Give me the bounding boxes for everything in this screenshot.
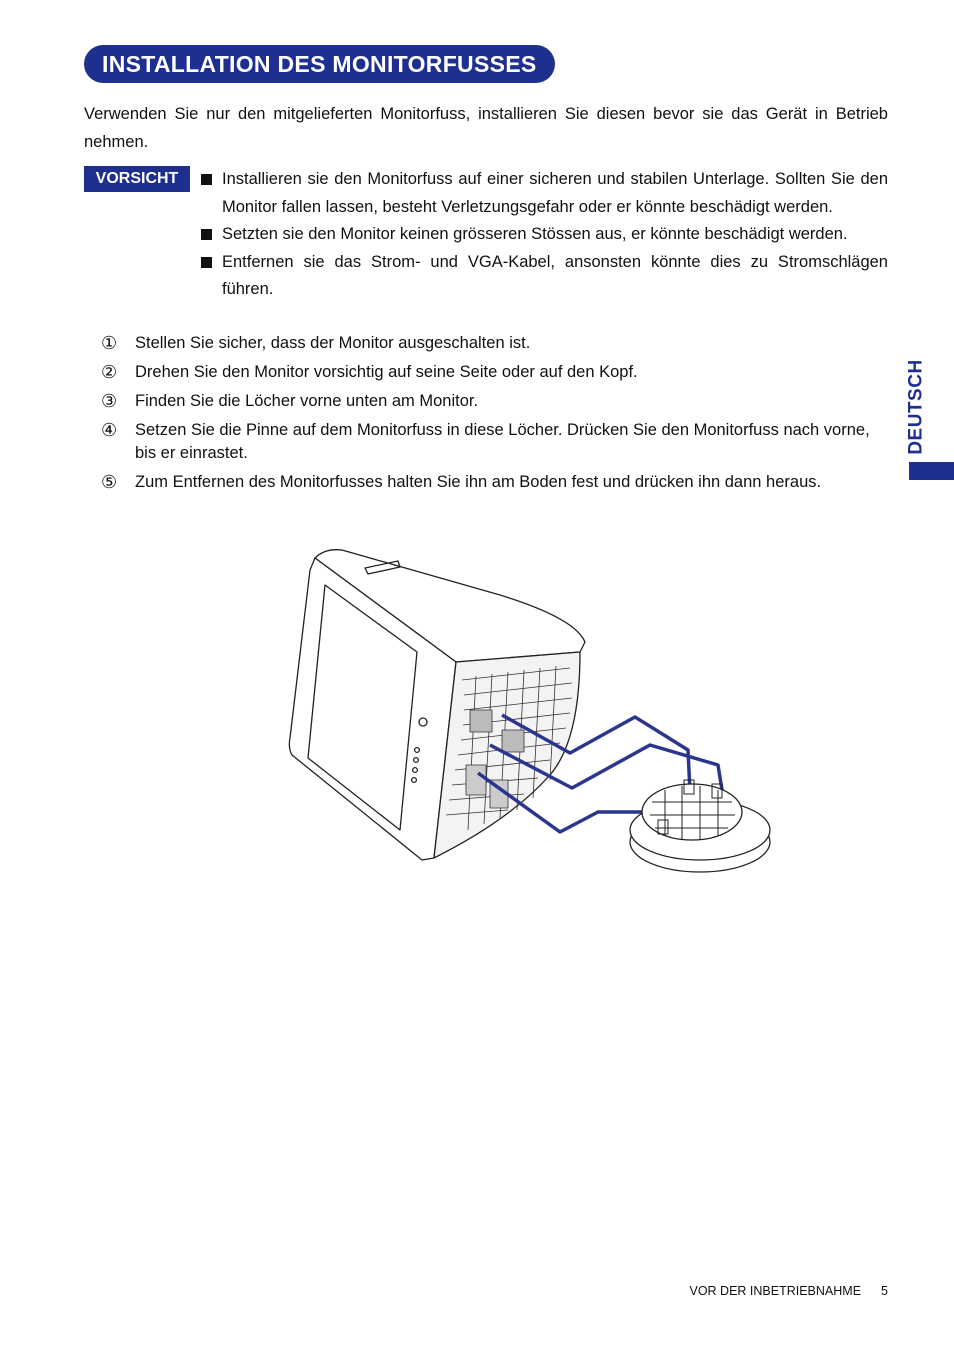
caution-list (200, 166, 888, 304)
step-item (100, 390, 888, 413)
step-text: Stellen Sie sicher, dass der Monitor ausgeschalten ist. (135, 334, 531, 352)
caution-text: Installieren sie den Monitorfuss auf einer sicheren und stabilen Unterlage. Sollten Sie den Monitor fallen lassen, besteht Verletzungsgefahr oder er könnte beschädigt werden. (222, 170, 888, 216)
step-text: Finden Sie die Löcher vorne unten am Monitor. (135, 392, 479, 410)
language-tab-label: DEUTSCH (906, 359, 927, 455)
caution-text: Entfernen sie das Strom- und VGA-Kabel, ansonsten könnte dies zu Stromschlägen führen. (222, 252, 888, 298)
step-text: Zum Entfernen des Monitorfusses halten Sie ihn am Boden fest und drücken ihn dann heraus. (135, 473, 822, 491)
caution-text: Setzten sie den Monitor keinen grösseren Stössen aus, er könnte beschädigt werden. (222, 225, 848, 243)
page-number: 5 (881, 1284, 888, 1298)
intro-paragraph: Verwenden Sie nur den mitgelieferten Monitorfuss, installieren Sie diesen bevor sie das Gerät in Betrieb nehmen. (84, 105, 888, 151)
caution-item (200, 166, 888, 221)
square-bullet-icon (201, 174, 212, 185)
step-item (100, 332, 888, 355)
square-bullet-icon (201, 257, 212, 268)
page-title: INSTALLATION DES MONITORFUSSES (84, 45, 555, 83)
caution-item (200, 249, 888, 304)
step-text: Drehen Sie den Monitor vorsichtig auf seine Seite oder auf den Kopf. (135, 363, 638, 381)
step-list (100, 332, 888, 500)
square-bullet-icon (201, 229, 212, 240)
step-number: ⑤ (101, 472, 118, 493)
step-item (100, 419, 888, 465)
step-number: ④ (101, 420, 118, 441)
language-tab (906, 355, 928, 459)
monitor-stand (630, 780, 770, 872)
step-item (100, 361, 888, 384)
caution-badge: VORSICHT (84, 166, 190, 192)
language-tab-bar (909, 462, 954, 480)
step-number: ① (101, 333, 118, 354)
caution-item (200, 221, 888, 249)
step-text: Setzen Sie die Pinne auf dem Monitorfuss in diese Löcher. Drücken Sie den Monitorfuss nach vorne, bis er einrastet. (135, 421, 870, 462)
step-number: ③ (101, 391, 118, 412)
footer-section: VOR DER INBETRIEBNAHME (689, 1284, 862, 1298)
monitor-stand-illustration (280, 540, 780, 880)
page-footer (689, 1284, 888, 1298)
stand-hub (642, 784, 742, 840)
step-item (100, 471, 888, 494)
step-number: ② (101, 362, 118, 383)
